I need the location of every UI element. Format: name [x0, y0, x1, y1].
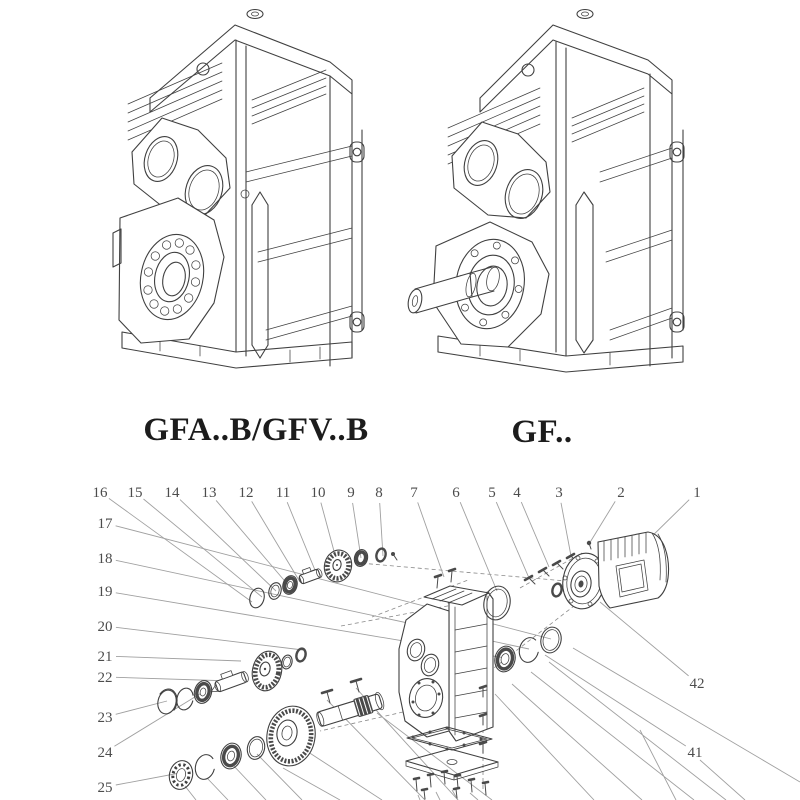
part-number-19: 19 [97, 584, 113, 600]
callout-layer [93, 485, 705, 796]
leader-line-part-5 [496, 502, 529, 578]
part-number-1: 1 [693, 485, 701, 501]
part-number-41: 41 [687, 745, 703, 761]
side-panel [600, 74, 684, 366]
gf-unit-drawing [406, 10, 684, 373]
gfab-gfv-unit-drawing [113, 10, 364, 369]
lifting-hole [522, 64, 534, 76]
output-bearing [492, 644, 518, 674]
leader-line-part-7 [418, 502, 444, 577]
leader-line-part-11 [287, 502, 317, 575]
part-number-5: 5 [488, 485, 496, 501]
leader-line-part-3 [561, 503, 571, 556]
part-number-13: 13 [201, 485, 217, 501]
spacer-ring [375, 548, 387, 563]
center-pillar [576, 192, 593, 353]
bolt-icon [435, 575, 441, 588]
output-gear [262, 702, 320, 769]
end-cap [248, 586, 267, 609]
leader-line-part-20 [116, 627, 303, 650]
gear-housing [399, 569, 493, 741]
leader-line-part-2 [589, 501, 615, 544]
part-number-12: 12 [238, 485, 254, 501]
part-number-42: 42 [689, 676, 705, 692]
bearing [192, 679, 214, 705]
part-number-7: 7 [410, 485, 418, 501]
bearing [218, 741, 244, 771]
input-shaft-assembly [248, 547, 397, 609]
part-number-6: 6 [452, 485, 460, 501]
washer [245, 735, 267, 761]
leader-line-part-25 [116, 772, 185, 785]
bolt-icon [391, 552, 397, 560]
snap-ring [517, 636, 541, 665]
part-number-18: 18 [97, 551, 113, 567]
part-number-9: 9 [347, 485, 355, 501]
part-number-24: 24 [97, 745, 113, 761]
left-figure-caption: GFA..B/GFV..B [143, 412, 369, 448]
spacer-ring [295, 648, 307, 663]
pinion-shaft [297, 564, 324, 584]
motor-assembly [558, 532, 668, 612]
part-number-4: 4 [513, 485, 521, 501]
bolt-icon [322, 690, 332, 703]
leader-line-part-22 [116, 677, 231, 681]
part-number-22: 22 [97, 670, 113, 686]
intermediate-gear [249, 648, 286, 693]
washer [280, 654, 293, 670]
exploded-view [93, 485, 800, 800]
leader-line-part-4 [521, 502, 549, 567]
leader-line-part-21 [116, 656, 241, 661]
motor-body [598, 532, 669, 608]
right-figure-caption: GF.. [511, 414, 573, 450]
snap-ring [193, 753, 217, 782]
leader-line-part-6 [460, 502, 497, 591]
output-shaft-assembly [166, 679, 385, 792]
oil-plug-icon [577, 10, 593, 19]
part-number-15: 15 [127, 485, 143, 501]
center-pillar [252, 192, 268, 358]
input-gear [321, 547, 355, 585]
bushing [551, 583, 563, 598]
oil-plug-icon [247, 10, 263, 19]
part-number-17: 17 [97, 516, 113, 532]
output-face [119, 198, 224, 343]
leader-line-part-23 [116, 701, 167, 714]
part-number-2: 2 [617, 485, 625, 501]
part-number-16: 16 [92, 485, 108, 501]
intermediate-shaft-assembly [155, 648, 307, 716]
part-number-10: 10 [310, 485, 326, 501]
part-number-21: 21 [97, 649, 113, 665]
part-number-8: 8 [375, 485, 383, 501]
part-number-23: 23 [97, 710, 113, 726]
part-number-3: 3 [555, 485, 563, 501]
cover-bolts [414, 771, 488, 799]
leader-line-part-16 [109, 498, 252, 602]
part-number-20: 20 [97, 619, 113, 635]
cover-plate [406, 749, 498, 780]
part-number-11: 11 [275, 485, 291, 501]
seal-ring [538, 625, 564, 655]
part-number-14: 14 [164, 485, 180, 501]
screw-icon [587, 541, 591, 549]
leader-line-part-13 [216, 500, 289, 586]
part-number-25: 25 [97, 780, 113, 796]
bearing [281, 574, 300, 596]
leader-line-part-42 [600, 602, 689, 676]
bolt-icon [351, 679, 361, 692]
